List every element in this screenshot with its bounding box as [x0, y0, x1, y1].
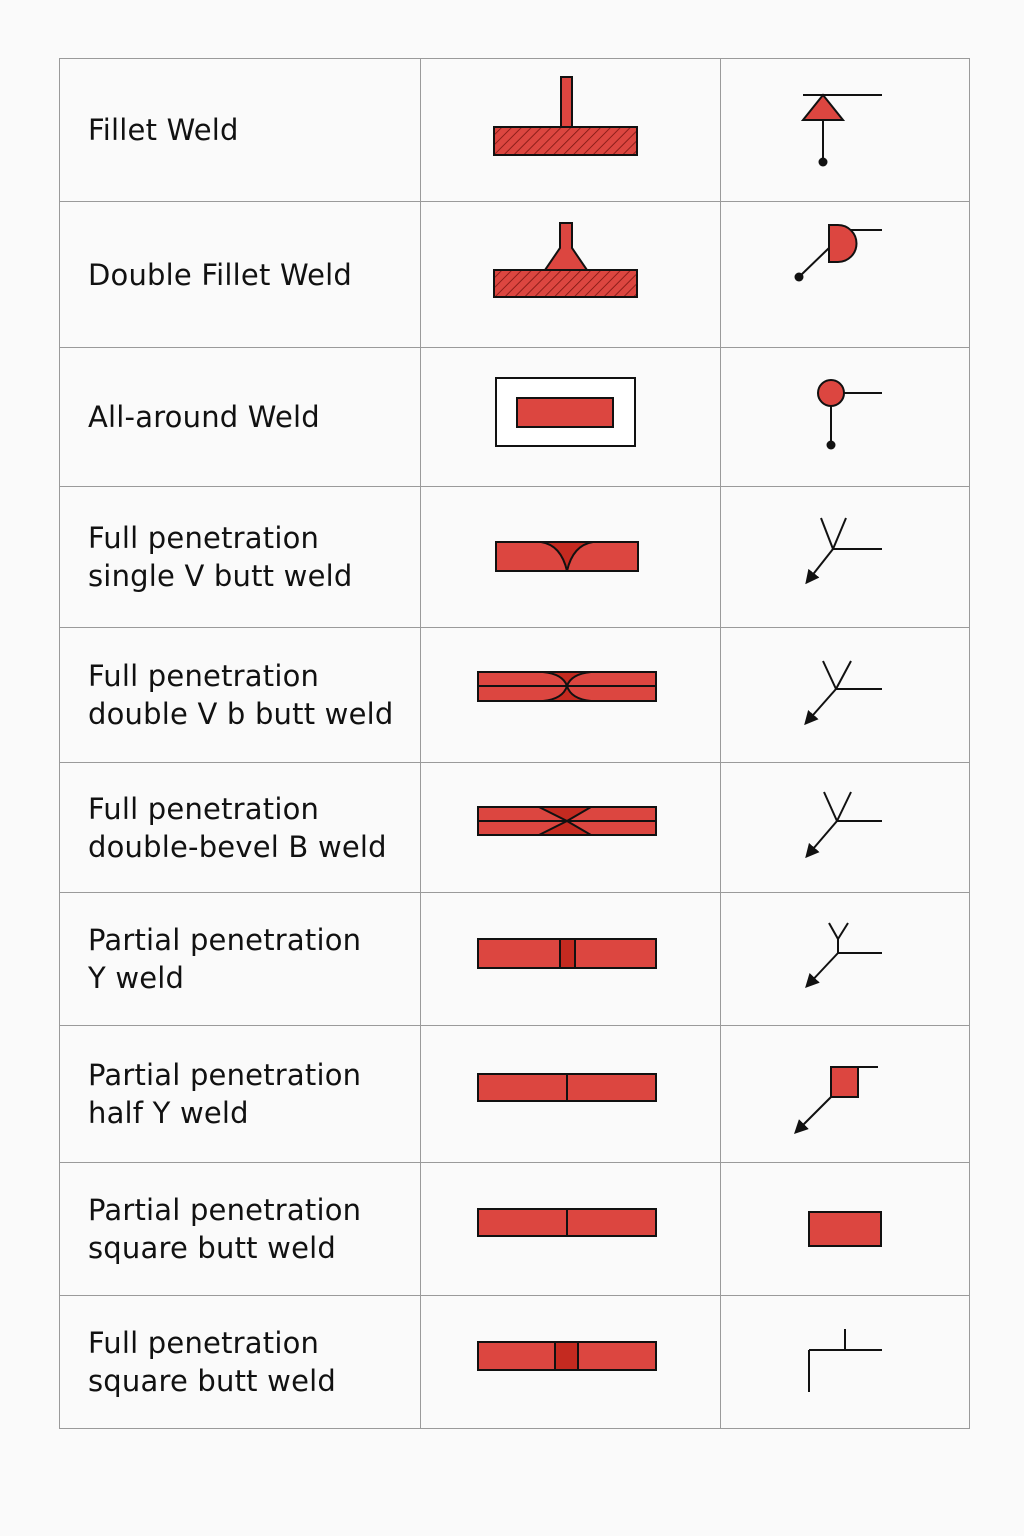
- double-bevel-joint-icon: [421, 763, 721, 892]
- weld-name: Full penetration square butt weld: [88, 1326, 336, 1398]
- weld-name: Double Fillet Weld: [88, 257, 353, 292]
- half-y-symbol-icon: [721, 1026, 970, 1162]
- table-row: [60, 202, 970, 348]
- weld-name: Partial penetration half Y weld: [88, 1058, 362, 1130]
- weld-name: Fillet Weld: [88, 113, 239, 147]
- full-square-joint-icon: [421, 1296, 721, 1428]
- fillet-symbol-icon: [721, 59, 970, 201]
- double-v-symbol-icon: [721, 628, 970, 762]
- weld-name: Full penetration single V butt weld: [88, 521, 353, 593]
- table-row: [60, 1163, 970, 1296]
- double-fillet-t-joint-icon: [421, 202, 721, 347]
- half-y-joint-icon: [421, 1026, 721, 1162]
- table-row: [60, 487, 970, 628]
- all-around-plate-icon: [421, 348, 721, 486]
- table-row: [60, 1026, 970, 1163]
- y-weld-symbol-icon: [721, 893, 970, 1025]
- table-row: [60, 763, 970, 893]
- table-row: [60, 1296, 970, 1429]
- weld-name: All-around Weld: [88, 400, 320, 434]
- partial-square-symbol-icon: [721, 1163, 970, 1295]
- weld-name: Full penetration double-bevel B weld: [88, 791, 387, 864]
- partial-square-joint-icon: [421, 1163, 721, 1295]
- double-v-joint-icon: [421, 628, 721, 762]
- weld-name: Full penetration double V b butt weld: [88, 659, 394, 731]
- table-row: [60, 893, 970, 1026]
- y-weld-joint-icon: [421, 893, 721, 1025]
- single-v-joint-icon: [421, 487, 721, 627]
- all-around-symbol-icon: [721, 348, 970, 486]
- double-fillet-symbol-icon: [721, 202, 970, 347]
- table-row: [60, 348, 970, 487]
- weld-name: Partial penetration Y weld: [88, 923, 362, 995]
- weld-name: Partial penetration square butt weld: [88, 1193, 362, 1265]
- fillet-t-joint-icon: [421, 59, 721, 201]
- full-square-symbol-icon: [721, 1296, 970, 1428]
- weld-symbols-table: [59, 58, 970, 1429]
- table-row: [60, 59, 970, 202]
- table-row: [60, 628, 970, 763]
- double-bevel-symbol-icon: [721, 763, 970, 892]
- single-v-symbol-icon: [721, 487, 970, 627]
